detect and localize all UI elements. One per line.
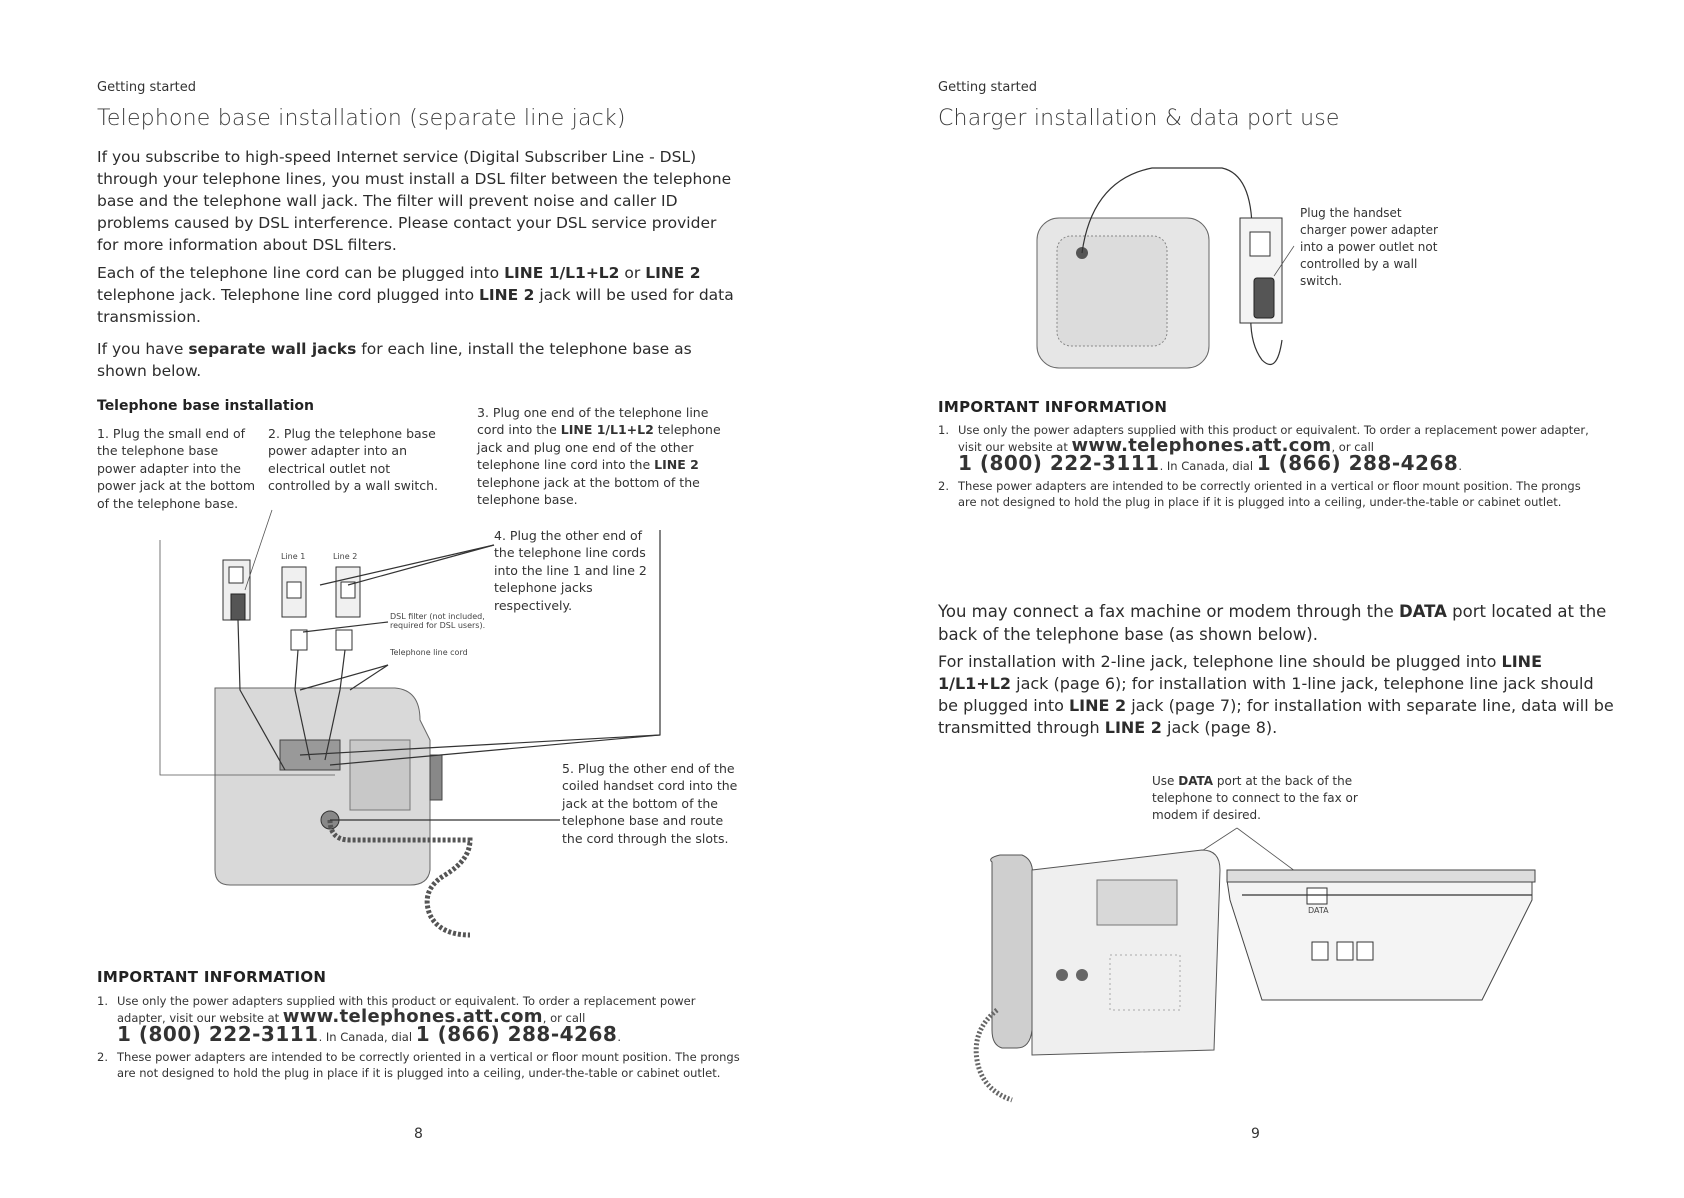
base-slot	[430, 755, 442, 800]
step-5: 5. Plug the other end of the coiled handset cord into the jack at the bottom of the telephone base and route the cord through the slots.	[562, 761, 738, 846]
data-port-caption: Use DATA port at the back of the telephone to connect to the fax or modem if desired.	[1152, 774, 1358, 822]
section-label: Getting started	[938, 80, 1038, 95]
charger-caption: Plug the handset charger power adapter into a power outlet not controlled by a wall switch.	[1300, 206, 1438, 288]
step-4: 4. Plug the other end of the telephone line cords into the line 1 and line 2 telephone jacks respectively.	[494, 528, 647, 613]
step-1: 1. Plug the small end of the telephone base power adapter into the power jack at the bottom of the telephone base.	[97, 426, 256, 511]
intro-paragraph-dsl: If you subscribe to high-speed Internet service (Digital Subscriber Line - DSL) through your telephone lines, you must install a DSL filter between the telephone base and the telephone wall jack. The filter will prevent noise and caller ID problems caused by DSL interference. Please contact your DSL service provider for more information about DSL filters.	[97, 148, 732, 254]
label-line2: Line 2	[333, 552, 358, 561]
intro-paragraph-line-cords: Each of the telephone line cord can be plugged into LINE 1/L1+L2 or LINE 2 telephone jack. Telephone line cord plugged into LINE 2 jack will be used for data transmission.	[97, 264, 734, 326]
label-dsl-filter: DSL filter (not included, required for DSL users).	[390, 612, 486, 630]
important-information-heading: IMPORTANT INFORMATION	[97, 968, 327, 986]
sub-heading-base-installation: Telephone base installation	[97, 398, 314, 414]
important-item-1: 1. Use only the power adapters supplied with this product or equivalent. To order a replacement power adapter, visit our website at www.telephones.att.com, or call 1 (800) 222-3111. In Canada, dial 1 (866) 288-4268.	[97, 994, 696, 1046]
page-number: 9	[1251, 1126, 1260, 1142]
important-information-list	[97, 993, 747, 1085]
data-port-paragraph-1: You may connect a fax machine or modem through the DATA port located at the back of the telephone base (as shown below).	[938, 602, 1607, 644]
label-line-cord: Telephone line cord	[390, 648, 468, 657]
data-port-label: DATA	[1308, 906, 1329, 915]
page-title: Telephone base installation (separate line jack)	[97, 106, 626, 131]
section-label: Getting started	[97, 80, 197, 95]
intro-paragraph-separate-jacks: If you have separate wall jacks for each line, install the telephone base as shown below.	[97, 340, 692, 380]
page-number: 8	[414, 1126, 423, 1142]
step-3: 3. Plug one end of the telephone line cord into the LINE 1/L1+L2 telephone jack and plug one end of the other telephone line cord into the LINE 2 telephone jack at the bottom of the telephone base.	[477, 405, 721, 508]
page-title: Charger installation & data port use	[938, 106, 1340, 131]
important-information-heading: IMPORTANT INFORMATION	[938, 398, 1168, 416]
handset-icon	[991, 855, 1033, 1048]
important-item-2: 2. These power adapters are intended to be correctly oriented in a vertical or floor mount position. The prongs are not designed to hold the plug in place if it is plugged into a ceiling, under-the-table or cabinet outlet.	[97, 1050, 740, 1080]
important-item-1: 1. Use only the power adapters supplied with this product or equivalent. To order a replacement power adapter, visit our website at www.telephones.att.com, or call 1 (800) 222-3111. In Canada, dial 1 (866) 288-4268.	[938, 423, 1589, 475]
dsl-filter-1-icon	[291, 630, 307, 650]
data-port-diagram	[842, 0, 1684, 1198]
data-port-paragraph-2: For installation with 2-line jack, telephone line should be plugged into LINE 1/L1+L2 jack (page 6); for installation with 1-line jack, telephone line jack should be plugged into LINE 2 jack (page 7); for installation with separate line, data will be transmitted through LINE 2 jack (page 8).	[938, 652, 1614, 737]
right-page	[842, 0, 1684, 1198]
label-line1: Line 1	[281, 552, 306, 561]
data-port-icon	[1307, 888, 1327, 904]
telephone-base-back	[1227, 880, 1532, 1000]
power-adapter-icon	[231, 594, 245, 620]
step-2: 2. Plug the telephone base power adapter into an electrical outlet not controlled by a wall switch.	[268, 426, 439, 494]
dsl-filter-2-icon	[336, 630, 352, 650]
important-item-2: 2. These power adapters are intended to be correctly oriented in a vertical or floor mount position. The prongs are not designed to hold the plug in place if it is plugged into a ceiling, under-the-table or cabinet outlet.	[938, 479, 1581, 509]
